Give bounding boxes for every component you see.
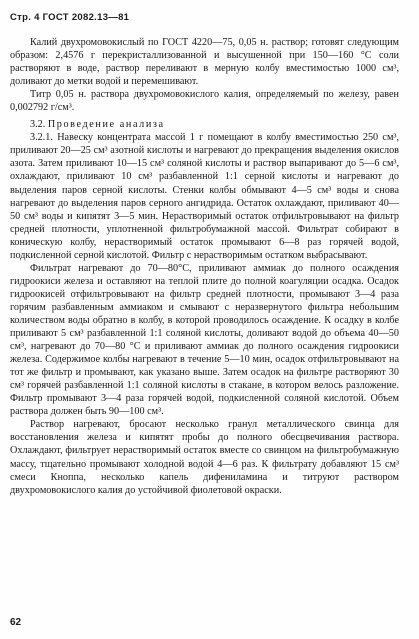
paragraph-titer: Титр 0,05 н. раствора двухромовокислого калия, определяемый по железу, равен 0,002792 г/см³. [10, 89, 399, 114]
paragraph-procedure-1: 3.2.1. Навеску концентрата массой 1 г помещают в колбу вместимостью 250 см³, приливают 20—25 см³ азотной кислоты и нагревают до прекращения выделения окислов азота. Затем приливают 10—15 см³ соляной кислоты и раствор выпаривают до 5—6 см³, охлаждают, приливают 10 см³ разбавленной 1:1 серной кислоты и нагревают до выделения паров серной кислоты. Стенки колбы обмывают 4—5 см³ воды и снова нагревают до выделения паров серного ангидрида. Остаток охлаждают, приливают 40—50 см³ воды и кипятят 3—5 мин. Нерастворимый остаток отфильтровывают на фильтр средней плотности, уплотненной фильтробумажной массой. Фильтрат собирают в коническую колбу, нерастворимый остаток промывают 6—8 раз горячей водой, подкисленной серной кислотой. Фильтр с нерастворимым остатком выбрасывают. [10, 132, 399, 261]
paragraph-reagent-dichromate: Калий двухромовокислый по ГОСТ 4220—75, 0,05 н. раствор; готовят следующим образом: 2,4576 г перекристаллизованной и высушенной при 150—160 °С соли растворяют в воде, раствор переливают в мерную колбу вместимостью 1000 см³, доливают до метки водой и перемешивают. [10, 37, 399, 88]
section-title: Проведение анализа [47, 119, 165, 131]
page-number: 62 [10, 617, 22, 628]
document-body [10, 36, 399, 497]
section-number: 3.2. [30, 119, 46, 131]
page-header: Стр. 4 ГОСТ 2082.13—81 [10, 12, 130, 23]
section-heading [10, 118, 399, 131]
paragraph-procedure-3: Раствор нагревают, бросают несколько гранул металлического свинца для восстановления железа и кипятят пробы до полного обесцвечивания раствора. Охлаждают, фильтрует нерастворимый остаток вместе со свинцом на фильтробумажную массу, тщательно промывают холодной водой 4—6 раз. К фильтрату добавляют 15 см³ смеси Кноппа, несколько капель дифениламина и титруют раствором двухромовокислого калия до устойчивой фиолетовой окраски. [10, 419, 399, 496]
paragraph-procedure-2: Фильтрат нагревают до 70—80°С, приливают аммиак до полного осаждения гидроокиси железа и оставляют на теплой плите до полной коагуляции осадка. Осадок гидроокисей отфильтровывают на фильтр средней плотности, промывают 3—4 раза горячим разбавленным аммиаком и смывают с неразвернутого фильтра небольшим количеством воды обратно в колбу, в которой проводилось осаждение. К осадку в колбе приливают 5 см³ разбавленной 1:1 соляной кислоты, доливают водой до объема 40—50 см³, нагревают до 70—80 °С и приливают аммиак до полного осаждения гидроокиси железа. Содержимое колбы нагревают в течение 5—10 мин, осадок отфильтровывают на тот же фильтр и промывают, как указано выше. Затем осадок на фильтре растворяют 30 см³ горячей разбавленной 1:1 соляной кислоты в стакане, в котором велось разложение. Фильтр промывают 3—4 раза горячей водой, подкисленной соляной кислотой. Объем раствора должен быть 90—100 см³. [10, 262, 399, 418]
